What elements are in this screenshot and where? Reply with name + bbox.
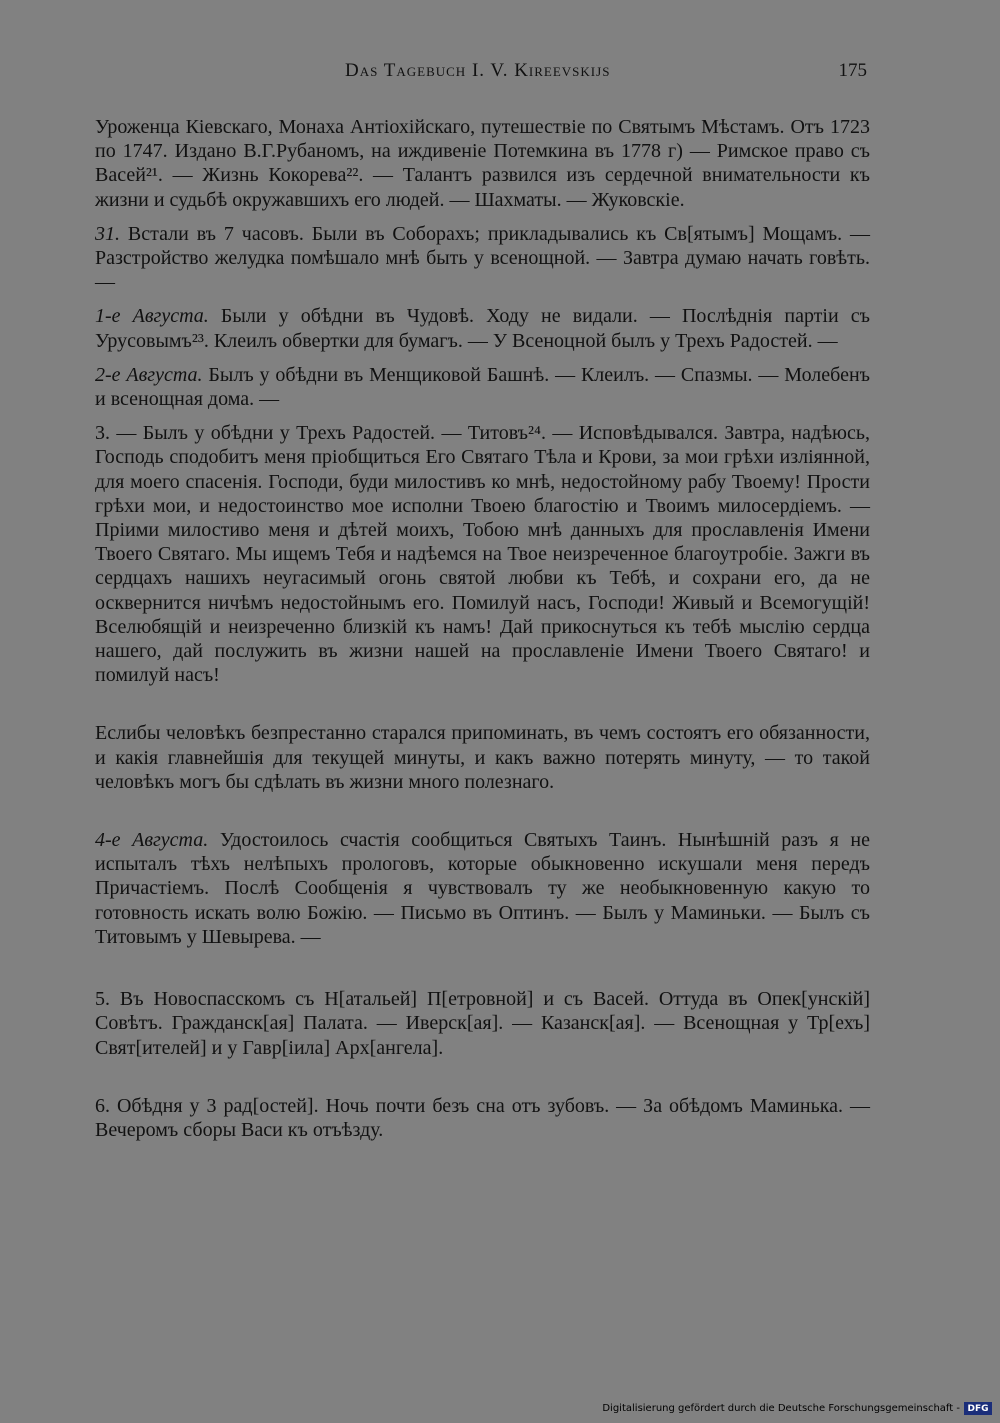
entry-august-5: [95, 987, 870, 1060]
entry-text: 3. — Былъ у обѣдни у Трехъ Радостей. — Титовъ²⁴. — Исповѣдывался. Завтра, надѣюсь, Господь сподобитъ меня пріобщиться Его Святаго Тѣла и Крови, за мои грѣхи изліянной, для моего спасенія. Господи, буди милостивъ ко мнѣ, недостойному рабу Твоему! Прости грѣхи мои, и недостоинство мое исполни Твоею благостію и Твоимъ милосердіемъ. — Пріими милостиво меня и дѣтей моихъ, Тобою мнѣ данныхъ для прославленія Имени Твоего Святаго. Мы ищемъ Тебя и надѣемся на Твое неизреченное благоутробіе. Зажги въ сердцахъ нашихъ неугасимый огонь святой любви къ Тебѣ, и сохрани его, да не осквернится ничѣмъ недостойнымъ его. Помилуй насъ, Господи! Живый и Всемогущій! Вселюбящій и неизреченно близкій къ намъ! Дай прикоснуться къ тебѣ мыслію сердца нашего, дай послужить въ жизни нашей на прославленіе Имени Твоего Святаго! и помилуй насъ!: [95, 422, 870, 687]
entry-august-2: [95, 363, 870, 411]
entry-august-3: [95, 421, 870, 687]
paragraph-intro: [95, 115, 870, 212]
paragraph-reflection: [95, 721, 870, 794]
entry-date: 31.: [95, 222, 120, 245]
entry-text: 6. Обѣдня у 3 рад[остей]. Ночь почти безъ сна отъ зубовъ. — За обѣдомъ Маминька. — Вечеромъ сборы Васи къ отъѣзду.: [95, 1094, 870, 1141]
footer-text: Digitalisierung gefördert durch die Deutsche Forschungsgemeinschaft -: [602, 1403, 960, 1414]
running-header: [95, 60, 867, 90]
entry-text: Были у обѣдни въ Чудовѣ. Ходу не видали. — Послѣднія партіи съ Урусовымъ²³. Клеилъ обвертки для бумагъ. — У Всеноцной былъ у Трехъ Радостей. —: [95, 305, 870, 352]
entry-date: 1-е Августа.: [95, 305, 209, 328]
entry-august-6: [95, 1094, 870, 1142]
running-header-title: Das Tagebuch I. V. Kireevskijs: [345, 60, 611, 81]
entry-august-1: [95, 304, 870, 352]
entry-august-4: [95, 828, 870, 949]
entry-date: 2-е Августа.: [95, 363, 203, 386]
entry-31: [95, 222, 870, 295]
entry-text: Удостоилось счастія сообщиться Святыхъ Таинъ. Нынѣшній разъ я не испыталъ тѣхъ нелѣпыхъ прологовъ, которые обыкновенно искушали меня передъ Причастіемъ. Послѣ Сообщенія я чувствовалъ ту же необыкновенную какую то готовность искать волю Божію. — Письмо въ Оптинъ. — Былъ у Маминьки. — Былъ съ Титовымъ у Шевырева. —: [95, 829, 870, 948]
digitization-footer: [602, 1402, 992, 1415]
entry-text: Былъ у обѣдни въ Менщиковой Башнѣ. — Клеилъ. — Спазмы. — Молебенъ и всенощная дома. —: [95, 363, 871, 411]
entry-text: 5. Въ Новоспасскомъ съ Н[атальей] П[етровной] и съ Васей. Оттуда въ Опек[унскій] Совѣтъ. Гражданск[ая] Палата. — Иверск[ая]. — Казанск[ая]. — Всенощная у Тр[ехъ] Свят[ителей] и у Гавр[іила] Арх[ангела].: [95, 988, 870, 1059]
page-number: 175: [838, 60, 867, 81]
entry-date: 4-е Августа.: [95, 829, 209, 852]
dfg-logo-icon: DFG: [964, 1402, 992, 1415]
diary-body: [95, 115, 870, 1142]
paragraph-text: Еслибы человѣкъ безпрестанно старался припоминать, въ чемъ состоятъ его обязанности, и какія главнейшія для текущей минуты, и какъ важно потерять минуту, — то такой человѣкъ могъ бы сдѣлать въ жизни много полезнаго.: [95, 722, 870, 793]
entry-text: Встали въ 7 часовъ. Были въ Соборахъ; прикладывались къ Св[ятымъ] Мощамъ. — Разстройство желудка помѣшало мнѣ быть у всенощной. — Завтра думаю начать говѣть. —: [95, 222, 870, 294]
paragraph-text: Уроженца Кіевскаго, Монаха Антіохійскаго, путешествіе по Святымъ Мѣстамъ. Отъ 1723 по 1747. Издано В.Г.Рубаномъ, на иждивеніе Потемкина въ 1778 г) — Римское право съ Васей²¹. — Жизнь Кокорева²². — Талантъ развился изъ сердечной внимательности къ жизни и судьбѣ окружавшихъ его людей. — Шахматы. — Жуковскіе.: [95, 116, 870, 211]
